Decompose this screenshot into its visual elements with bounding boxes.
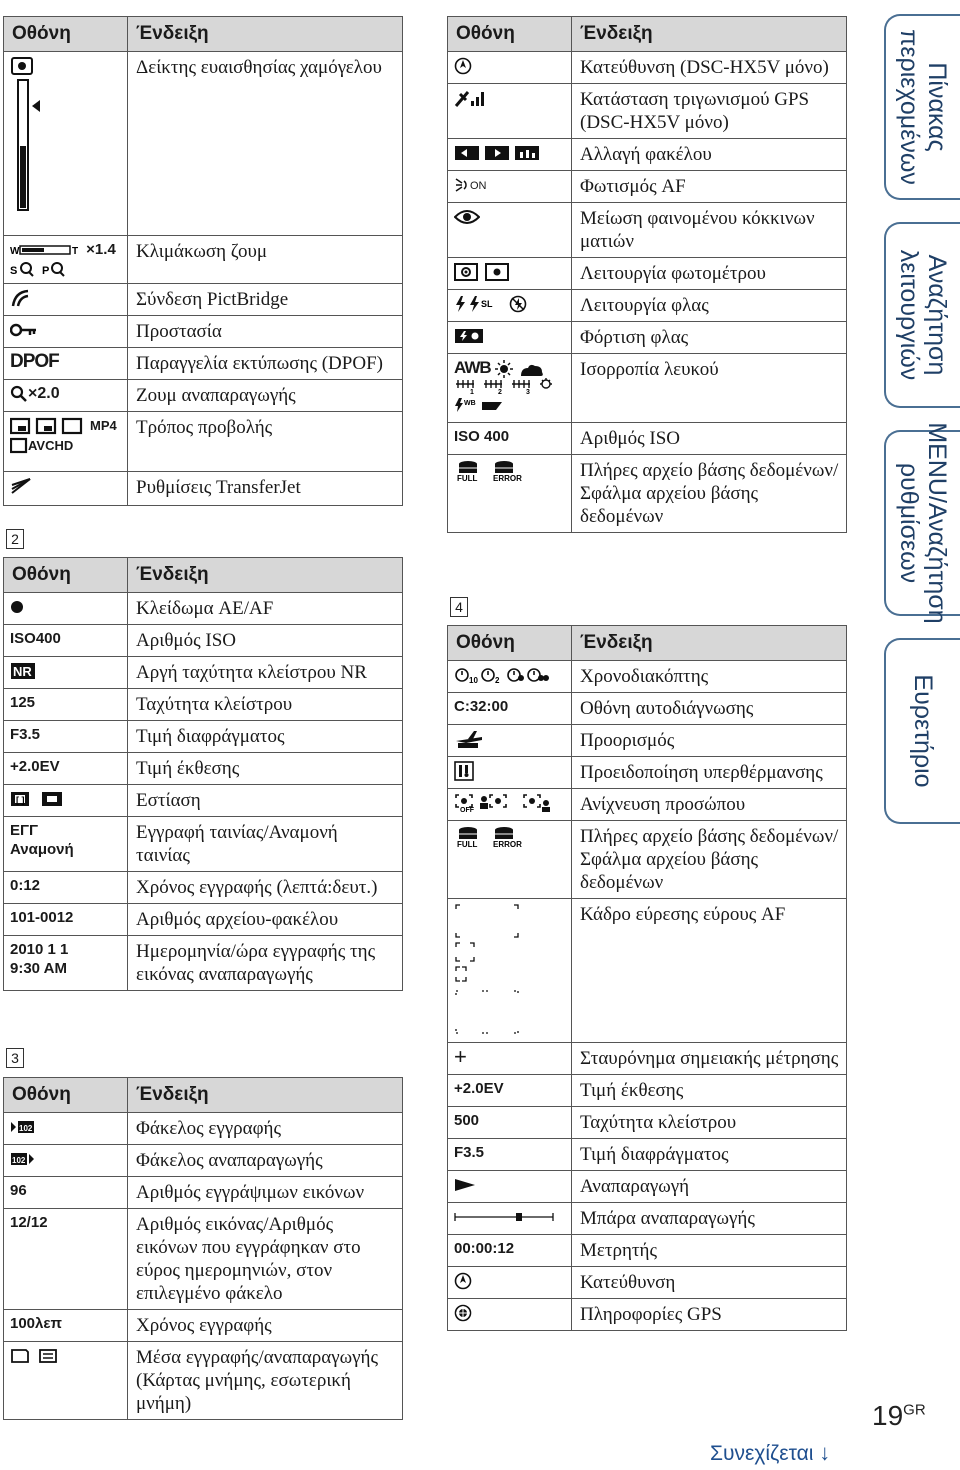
row-label: 00:00:12 — [448, 1235, 572, 1267]
row-label: C:32:00 — [448, 693, 572, 725]
header-display: Οθόνη — [448, 17, 572, 52]
direction-icon — [454, 1272, 472, 1290]
row-desc: Φόρτιση φλας — [572, 322, 847, 354]
page-number-suffix: GR — [903, 1401, 926, 1419]
table-section-3 — [3, 1077, 403, 1420]
page-number — [872, 1400, 926, 1432]
table-row — [448, 52, 847, 84]
row-desc: Ισορροπία λευκού — [572, 354, 847, 423]
tab-label: λειτουργιών — [895, 249, 923, 381]
database-error-label: ERROR — [493, 840, 522, 849]
row-desc: Αριθμός εικόνας/Αριθμός εικόνων που εγγράφηκαν στο εύρος ημερομηνιών, στον επιλεγμένο φάκελο — [128, 1209, 403, 1310]
row-desc: Προορισμός — [572, 725, 847, 757]
header-display: Οθόνη — [4, 17, 128, 52]
header-indication: Ένδειξη — [128, 1078, 403, 1113]
row-desc: Κατεύθυνση (DSC-HX5V μόνο) — [572, 52, 847, 84]
section-marker-2: 2 — [6, 529, 24, 549]
row-desc: Τιμή διαφράγματος — [572, 1139, 847, 1171]
row-label: 100λεπ — [4, 1310, 128, 1342]
row-label: F3.5 — [4, 721, 128, 753]
tab-label: Πίνακας — [923, 62, 951, 152]
row-desc: Ταχύτητα κλείστρου — [572, 1107, 847, 1139]
row-desc: Μετρητής — [572, 1235, 847, 1267]
row-desc: Ταχύτητα κλείστρου — [128, 689, 403, 721]
header-indication: Ένδειξη — [128, 17, 403, 52]
media-icon — [10, 1348, 60, 1364]
tab-label: MENU/Αναζήτηση — [923, 422, 951, 624]
tab-table-of-contents[interactable] — [884, 14, 960, 200]
table-row — [448, 354, 847, 423]
row-desc: Οθόνη αυτοδιάγνωσης — [572, 693, 847, 725]
white-balance-label: AWB — [454, 358, 491, 377]
self-timer-10: 10 — [469, 676, 478, 685]
row-desc: Τιμή έκθεσης — [572, 1075, 847, 1107]
row-label: +2.0EV — [4, 753, 128, 785]
table-row — [4, 872, 403, 904]
transferjet-icon — [10, 477, 32, 495]
table-row — [448, 171, 847, 203]
row-label: 12/12 — [4, 1209, 128, 1310]
arrow-down-icon: ↓ — [819, 1440, 831, 1465]
row-label: ΕΓΓ — [10, 822, 39, 839]
row-label: 0:12 — [4, 872, 128, 904]
table-row — [448, 290, 847, 322]
row-label: 500 — [448, 1107, 572, 1139]
row-desc: Αριθμός ISO — [572, 423, 847, 455]
row-desc: Ανίχνευση προσώπου — [572, 789, 847, 821]
continued-label: Συνεχίζεται — [710, 1442, 814, 1465]
row-desc: Πλήρες αρχείο βάσης δεδομένων/Σφάλμα αρχείου βάσης δεδομένων — [572, 821, 847, 899]
table-row — [448, 693, 847, 725]
af-illuminator-label: ON — [470, 180, 487, 192]
table-row — [448, 455, 847, 533]
self-timer-icon — [454, 666, 550, 684]
row-desc: Προστασία — [128, 316, 403, 348]
table-row — [448, 203, 847, 258]
spot-cross-icon: + — [448, 1043, 572, 1075]
table-row — [448, 1043, 847, 1075]
tab-index[interactable] — [884, 638, 960, 824]
row-desc: Αλλαγή φακέλου — [572, 139, 847, 171]
table-row — [448, 1171, 847, 1203]
avchd-icon — [10, 437, 28, 455]
row-desc: Λειτουργία φωτομέτρου — [572, 258, 847, 290]
row-desc: Χρονοδιακόπτης — [572, 661, 847, 693]
table-row — [4, 657, 403, 689]
table-row — [448, 757, 847, 789]
white-balance-fluorescent-icon — [454, 378, 558, 418]
direction-icon — [454, 57, 472, 75]
table-row — [4, 1113, 403, 1145]
row-desc: Φάκελος εγγραφής — [128, 1113, 403, 1145]
play-icon — [454, 1178, 476, 1192]
row-label: 2010 1 1 — [10, 941, 69, 958]
row-desc: Κατάσταση τριγωνισμού GPS (DSC-HX5V μόνο) — [572, 84, 847, 139]
table-row — [4, 904, 403, 936]
rec-folder-icon — [10, 1119, 36, 1135]
row-label: ISO400 — [4, 625, 128, 657]
svg-text:1: 1 — [470, 389, 474, 397]
table-row — [4, 625, 403, 657]
table-row — [4, 689, 403, 721]
continued-link[interactable] — [710, 1440, 830, 1466]
header-display: Οθόνη — [448, 626, 572, 661]
table-row — [4, 348, 403, 380]
database-icon — [454, 459, 534, 483]
flash-mode-label: SL — [481, 299, 493, 310]
svg-text:WB: WB — [464, 400, 476, 408]
section-marker-4: 4 — [450, 597, 468, 617]
database-icon — [454, 825, 534, 849]
row-desc: Ρυθμίσεις TransferJet — [128, 472, 403, 506]
header-indication: Ένδειξη — [128, 558, 403, 593]
table-row — [448, 725, 847, 757]
dpof-icon: DPOF — [4, 348, 128, 380]
zoom-scaling-label: ×1.4 — [86, 241, 116, 258]
row-desc: Φωτισμός AF — [572, 171, 847, 203]
row-desc: Τιμή διαφράγματος — [128, 721, 403, 753]
row-desc: Μέσα εγγραφής/αναπαραγωγής (Κάρτας μνήμης, εσωτερική μνήμη) — [128, 1342, 403, 1420]
row-desc: Σύνδεση PictBridge — [128, 284, 403, 316]
table-row — [4, 1177, 403, 1209]
row-desc: Αριθμός αρχείου-φακέλου — [128, 904, 403, 936]
row-desc: Πληροφορίες GPS — [572, 1299, 847, 1331]
row-desc: Φάκελος αναπαραγωγής — [128, 1145, 403, 1177]
table-row — [4, 936, 403, 991]
database-full-label: FULL — [457, 474, 478, 484]
ae-af-lock-icon — [10, 600, 24, 614]
table-row — [448, 84, 847, 139]
row-desc: Αναπαραγωγή — [572, 1171, 847, 1203]
tab-label: Αναζήτηση — [923, 254, 951, 376]
table-row — [448, 258, 847, 290]
smile-sensitivity-icon — [10, 56, 50, 216]
table-row — [448, 322, 847, 354]
table-row — [448, 1139, 847, 1171]
row-label: 125 — [4, 689, 128, 721]
nr-icon — [10, 662, 36, 680]
table-row — [4, 1209, 403, 1310]
svg-text:2: 2 — [498, 389, 502, 397]
row-desc: Μείωση φαινομένου κόκκινων ματιών — [572, 203, 847, 258]
table-row — [448, 661, 847, 693]
table-row — [448, 789, 847, 821]
table-row — [448, 139, 847, 171]
table-row — [448, 1267, 847, 1299]
row-desc: Παραγγελία εκτύπωσης (DPOF) — [128, 348, 403, 380]
header-indication: Ένδειξη — [572, 626, 847, 661]
row-desc: Χρόνος εγγραφής (λεπτά:δευτ.) — [128, 872, 403, 904]
tab-label: περιεχομένων — [895, 29, 923, 185]
row-desc: Προειδοποίηση υπερθέρμανσης — [572, 757, 847, 789]
row-desc: Αργή ταχύτητα κλείστρου NR — [128, 657, 403, 689]
view-mode-mp4: MP4 — [90, 418, 117, 433]
view-mode-icon — [10, 416, 90, 436]
view-mode-avchd: AVCHD — [28, 438, 74, 454]
right-column — [447, 16, 847, 533]
table-row — [448, 1075, 847, 1107]
table-row — [4, 380, 403, 412]
row-label: +2.0EV — [448, 1075, 572, 1107]
row-label: F3.5 — [448, 1139, 572, 1171]
table-row — [448, 1107, 847, 1139]
flash-charge-icon — [454, 327, 484, 345]
metering-icon — [454, 263, 510, 281]
row-desc: Κατεύθυνση — [572, 1267, 847, 1299]
tab-label: ρυθμίσεων — [895, 462, 923, 584]
row-desc: Εγγραφή ταινίας/Αναμονή ταινίας — [128, 817, 403, 872]
left-column-2 — [3, 557, 403, 991]
table-row — [448, 423, 847, 455]
svg-text:[ ]: [ ] — [16, 795, 25, 806]
af-illuminator-icon — [454, 177, 470, 193]
protect-key-icon — [10, 322, 38, 338]
table-row — [4, 1310, 403, 1342]
zoom-scaling-icon — [10, 243, 82, 257]
table-section-1 — [3, 16, 403, 506]
row-desc: Τρόπος προβολής — [128, 412, 403, 472]
flash-mode-icon — [454, 295, 528, 313]
row-desc: Ζουμ αναπαραγωγής — [128, 380, 403, 412]
database-full-label: FULL — [457, 840, 478, 849]
playback-zoom-icon — [10, 385, 28, 403]
tab-label: Ευρετήριο — [909, 674, 937, 788]
table-row — [4, 817, 403, 872]
tab-menu-settings-search[interactable] — [884, 422, 960, 624]
row-desc: Τιμή έκθεσης — [128, 753, 403, 785]
svg-text:102: 102 — [12, 1156, 26, 1166]
red-eye-icon — [454, 209, 480, 225]
face-detection-off: OFF — [460, 807, 474, 814]
page-number-value: 19 — [872, 1400, 904, 1431]
header-indication: Ένδειξη — [572, 17, 847, 52]
row-desc: Δείκτης ευαισθησίας χαμόγελου — [128, 52, 403, 236]
play-folder-icon — [10, 1151, 36, 1167]
smart-zoom-icon — [10, 261, 70, 277]
svg-text:W: W — [10, 246, 20, 258]
row-desc: Πλήρες αρχείο βάσης δεδομένων/Σφάλμα αρχείου βάσης δεδομένων — [572, 455, 847, 533]
row-desc: Λειτουργία φλας — [572, 290, 847, 322]
row-desc: Κλείδωμα AE/AF — [128, 593, 403, 625]
header-display: Οθόνη — [4, 1078, 128, 1113]
lens-change-icon — [454, 144, 540, 162]
section-marker-3: 3 — [6, 1048, 24, 1068]
af-frame-icon — [454, 903, 520, 1037]
row-desc: Σταυρόνημα σημειακής μέτρησης — [572, 1043, 847, 1075]
row-label: 96 — [4, 1177, 128, 1209]
table-section-2 — [3, 557, 403, 991]
svg-text:P: P — [42, 265, 50, 278]
destination-icon — [454, 729, 484, 749]
row-desc: Μπάρα αναπαραγωγής — [572, 1203, 847, 1235]
table-section-4 — [447, 625, 847, 1331]
self-timer-2: 2 — [495, 676, 500, 685]
row-desc: Χρόνος εγγραφής — [128, 1310, 403, 1342]
svg-text:102: 102 — [19, 1124, 33, 1134]
row-desc: Εστίαση — [128, 785, 403, 817]
row-label-2: Αναμονή — [10, 841, 74, 858]
table-row — [4, 753, 403, 785]
svg-text:T: T — [72, 246, 79, 258]
gps-status-icon — [454, 88, 484, 108]
table-row — [4, 316, 403, 348]
row-desc: Κάδρο εύρεσης εύρους AF — [572, 899, 847, 1043]
table-row — [448, 1203, 847, 1235]
white-balance-icon — [495, 360, 545, 378]
table-row — [4, 472, 403, 506]
row-label-2: 9:30 AM — [10, 960, 67, 977]
row-label: ISO 400 — [448, 423, 572, 455]
table-row — [4, 721, 403, 753]
row-label: 101-0012 — [4, 904, 128, 936]
right-column-2 — [447, 625, 847, 1331]
table-row — [4, 52, 403, 236]
left-column-3 — [3, 1077, 403, 1420]
table-row — [4, 412, 403, 472]
table-row — [4, 1342, 403, 1420]
playback-zoom-label: ×2.0 — [28, 385, 60, 402]
overheat-icon — [454, 761, 474, 781]
table-section-3b — [447, 16, 847, 533]
svg-text:3: 3 — [526, 389, 530, 397]
row-desc: Αριθμός εγγράψιμων εικόνων — [128, 1177, 403, 1209]
table-row — [4, 785, 403, 817]
database-error-label: ERROR — [493, 474, 522, 484]
table-row — [448, 1235, 847, 1267]
table-row — [4, 236, 403, 284]
table-row — [448, 899, 847, 1043]
gps-info-icon — [454, 1304, 472, 1322]
focus-icon — [10, 791, 64, 807]
svg-text:NR: NR — [13, 664, 32, 680]
left-column — [3, 16, 403, 506]
svg-text:S: S — [10, 265, 18, 278]
table-row — [4, 593, 403, 625]
face-detection-icon — [454, 793, 554, 813]
row-desc: Κλιμάκωση ζουμ — [128, 236, 403, 284]
pictbridge-icon — [10, 288, 32, 308]
tab-operation-search[interactable] — [884, 222, 960, 408]
row-desc: Αριθμός ISO — [128, 625, 403, 657]
header-display: Οθόνη — [4, 558, 128, 593]
table-row — [4, 1145, 403, 1177]
table-row — [4, 284, 403, 316]
table-row — [448, 1299, 847, 1331]
row-desc: Ημερομηνία/ώρα εγγραφής της εικόνας αναπαραγωγής — [128, 936, 403, 991]
playback-bar-icon — [454, 1211, 554, 1223]
table-row — [448, 821, 847, 899]
